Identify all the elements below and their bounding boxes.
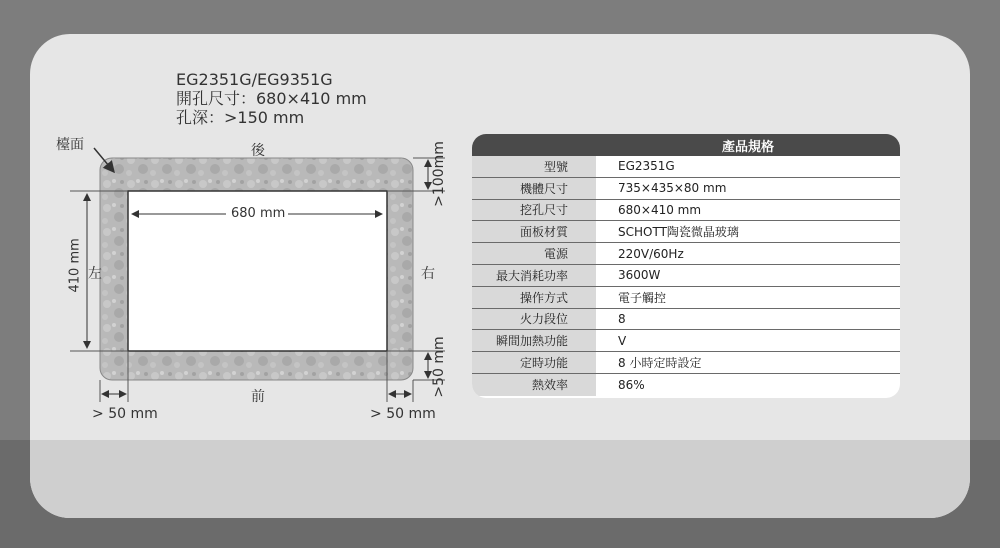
- counter-label: 檯面: [56, 137, 84, 153]
- spec-value: 86%: [618, 377, 645, 392]
- spec-key: 火力段位: [472, 309, 596, 330]
- spec-row: [472, 178, 900, 200]
- spec-value: 8 小時定時設定: [618, 356, 702, 371]
- spec-key: 定時功能: [472, 352, 596, 373]
- cutout-depth: 孔深：>150 mm: [176, 108, 305, 127]
- spec-header-title: 產品規格: [721, 139, 774, 155]
- height-dim-label: 410 mm: [67, 238, 83, 293]
- spec-value: 680×410 mm: [618, 202, 702, 217]
- spec-value: SCHOTT陶瓷微晶玻璃: [618, 225, 739, 240]
- card-lower-band: [30, 440, 970, 518]
- spec-rows: [472, 156, 900, 396]
- spec-row: [472, 330, 900, 352]
- spec-key: 面板材質: [472, 221, 596, 242]
- spec-key: 挖孔尺寸: [472, 200, 596, 221]
- spec-value: 735×435×80 mm: [618, 181, 727, 196]
- bottom-clearance-label: >50 mm: [431, 336, 447, 398]
- spec-value: 8: [618, 311, 626, 326]
- spec-key: 操作方式: [472, 287, 596, 308]
- spec-row: [472, 265, 900, 287]
- spec-row: [472, 243, 900, 265]
- left-label: 左: [88, 266, 102, 282]
- spec-table: [472, 134, 900, 398]
- back-label: 後: [251, 143, 265, 159]
- spec-row: [472, 200, 900, 222]
- right-label: 右: [421, 266, 435, 282]
- spec-key: 機體尺寸: [472, 178, 596, 199]
- right-clearance-label: > 50 mm: [370, 406, 436, 422]
- spec-key: 最大消耗功率: [472, 265, 596, 286]
- spec-key: 型號: [472, 156, 596, 177]
- spec-row: [472, 374, 900, 396]
- spec-key: 瞬間加熱功能: [472, 330, 596, 351]
- cutout-size: 開孔尺寸：680×410 mm: [176, 89, 367, 108]
- spec-row: [472, 309, 900, 331]
- spec-row: [472, 352, 900, 374]
- spec-value: 電子觸控: [618, 290, 667, 305]
- installation-card: [30, 34, 970, 518]
- installation-diagram: [30, 34, 470, 440]
- spec-value: V: [618, 333, 627, 348]
- front-label: 前: [251, 389, 265, 405]
- spec-value: 3600W: [618, 268, 661, 283]
- spec-value: EG2351G: [618, 159, 675, 174]
- spec-key: 熱效率: [472, 374, 596, 396]
- left-clearance-label: > 50 mm: [92, 406, 158, 422]
- spec-row: [472, 156, 900, 178]
- spec-row: [472, 221, 900, 243]
- model-title: EG2351G/EG9351G: [176, 70, 333, 89]
- spec-value: 220V/60Hz: [618, 246, 684, 261]
- spec-key: 電源: [472, 243, 596, 264]
- spec-row: [472, 287, 900, 309]
- width-dim-label: 680 mm: [231, 206, 286, 221]
- top-clearance-label: >100mm: [431, 141, 447, 207]
- spec-header: [472, 134, 900, 156]
